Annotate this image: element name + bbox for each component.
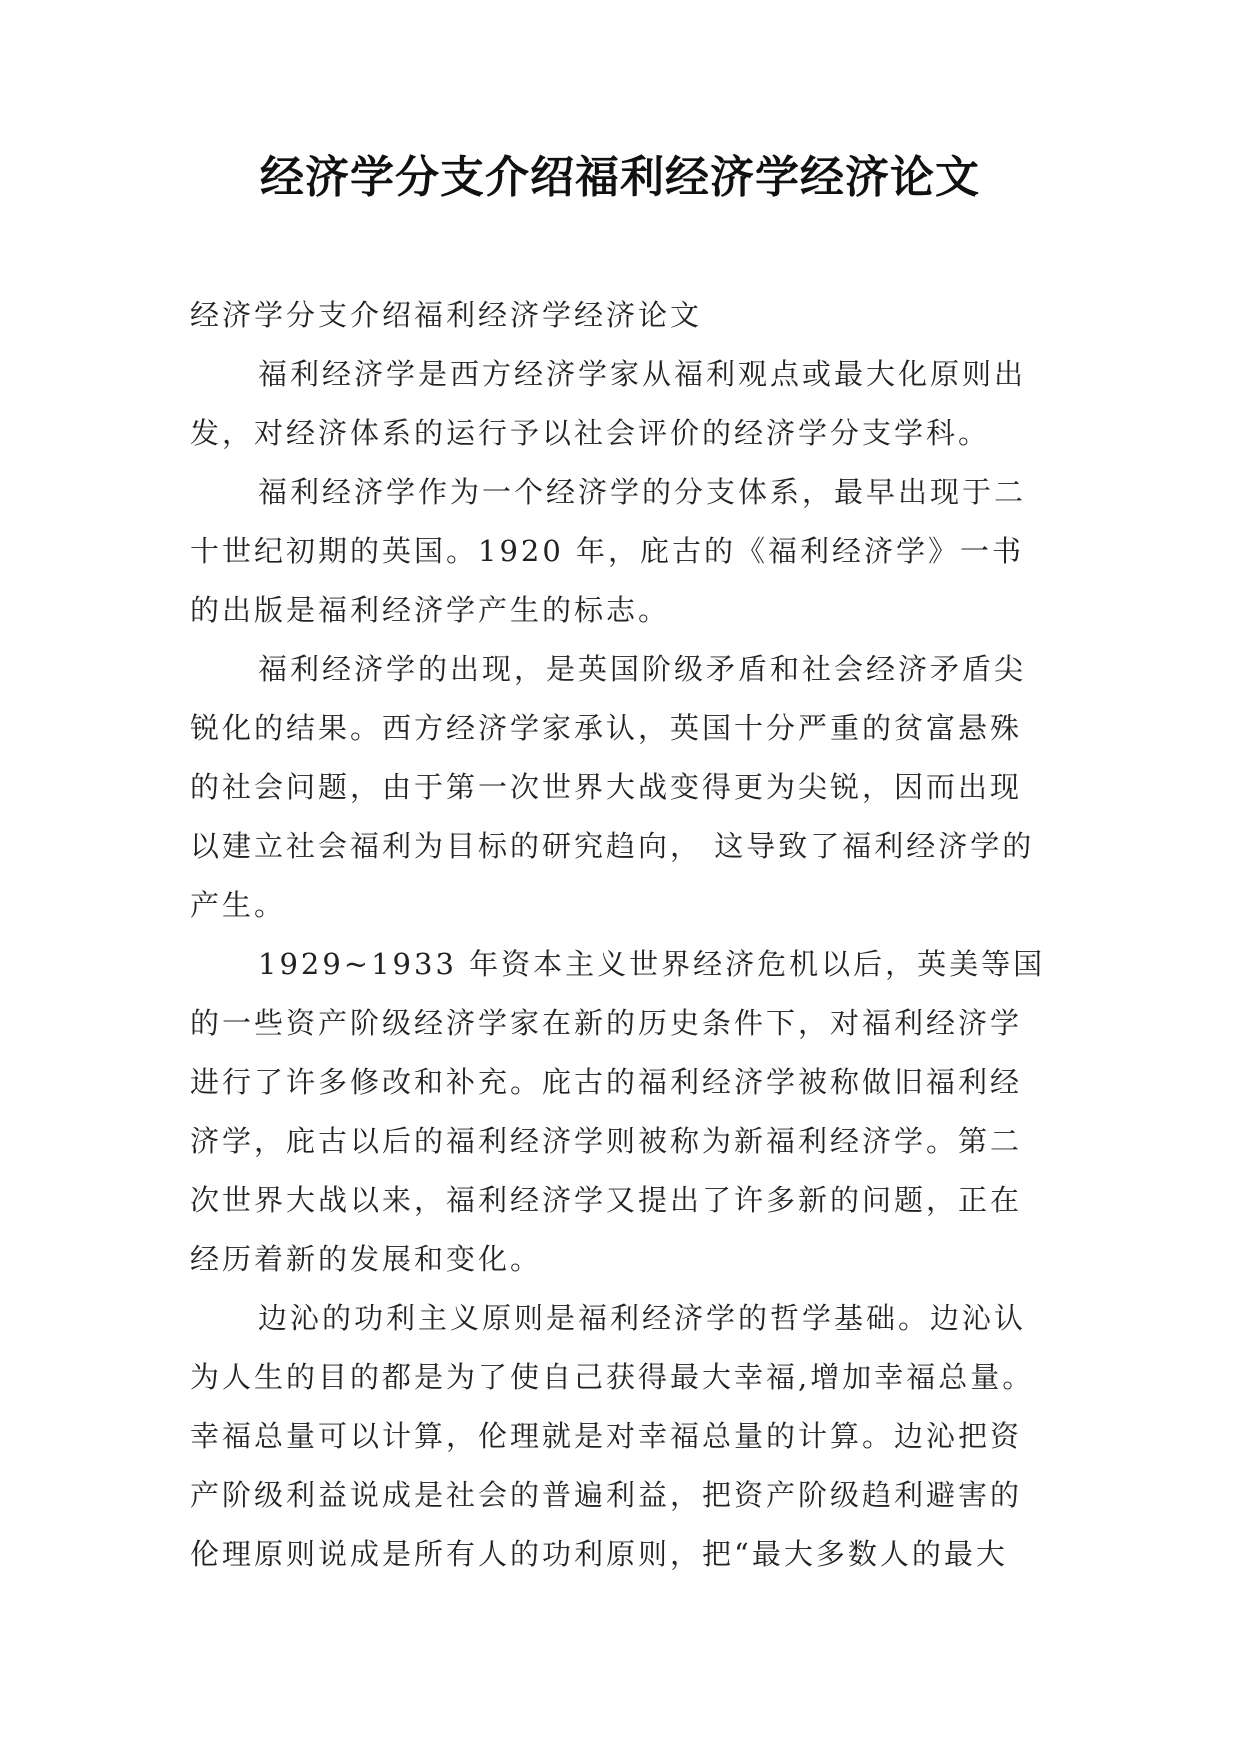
paragraph-2: 福利经济学作为一个经济学的分支体系，最早出现于二十世纪初期的英国。1920 年，庇古的《福利经济学》一书的出版是福利经济学产生的标志。 [190,475,1027,627]
document-body [190,286,1050,1584]
paragraph-3: 福利经济学的出现，是英国阶级矛盾和社会经济矛盾尖锐化的结果。西方经济学家承认，英国十分严重的贫富悬殊的社会问题，由于第一次世界大战变得更为尖锐，因而出现以建立社会福利为目标的研究趋向， 这导致了福利经济学的产生。 [190,652,1035,922]
paragraph-5: 边沁的功利主义原则是福利经济学的哲学基础。边沁认为人生的目的都是为了使自己获得最大幸福,增加幸福总量。幸福总量可以计算，伦理就是对幸福总量的计算。边沁把资产阶级利益说成是社会的普遍利益，把资产阶级趋利避害的伦理原则说成是所有人的功利原则，把“最大多数人的最大 [190,1301,1035,1571]
paragraph-4: 1929~1933 年资本主义世界经济危机以后，英美等国的一些资产阶级经济学家在新的历史条件下，对福利经济学进行了许多修改和补充。庇古的福利经济学被称做旧福利经济学，庇古以后的福利经济学则被称为新福利经济学。第二次世界大战以来，福利经济学又提出了许多新的问题，正在经历着新的发展和变化。 [190,947,1046,1276]
document-title: 经济学分支介绍福利经济学经济论文 [260,152,980,203]
paragraph-1: 福利经济学是西方经济学家从福利观点或最大化原则出发，对经济体系的运行予以社会评价的经济学分支学科。 [190,357,1027,450]
document-subtitle: 经济学分支介绍福利经济学经济论文 [190,298,703,332]
